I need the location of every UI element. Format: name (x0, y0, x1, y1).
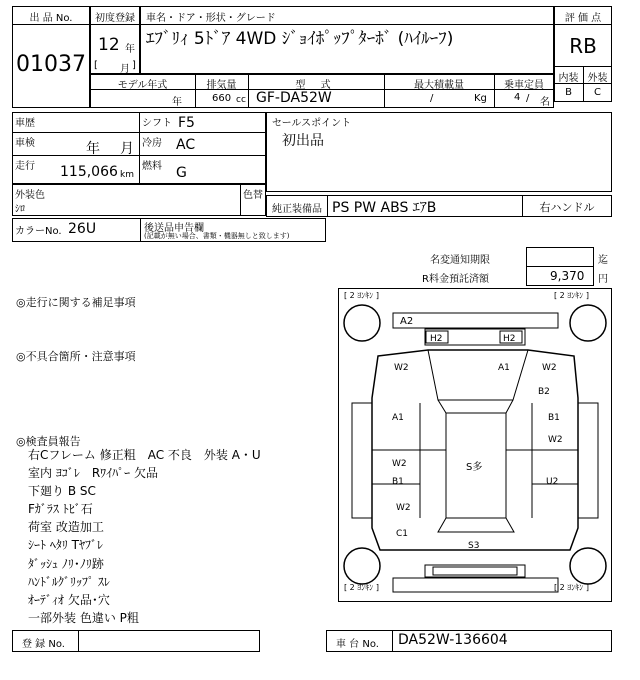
recycle-unit: 円 (598, 274, 608, 285)
model-label: 型 式 (295, 80, 337, 91)
tire-label-rear-left: [ 2 ﾖﾝｷﾝ ] (344, 583, 379, 592)
history-label: 車歴 (15, 118, 35, 129)
repaint-label: 色替 (243, 190, 263, 201)
defects-label: ◎不具合箇所・注意事項 (16, 350, 136, 363)
mark-quarter-left-1: W2 (396, 503, 411, 513)
fuel: G (176, 165, 187, 181)
docs-note: (記載が無い場合、書類・機器無しと致します) (144, 232, 290, 240)
mark-back-door: S3 (468, 541, 480, 551)
tire-front-left-icon (344, 305, 380, 341)
interior-grade: B (565, 87, 572, 98)
mark-rear-door-right: U2 (546, 477, 559, 487)
driving-notes-label: ◎走行に関する補足事項 (16, 296, 136, 309)
model-year-label: モデル年式 (117, 80, 168, 91)
inspection-month: 月 (120, 141, 134, 157)
mark-rear-door-left-2: B1 (392, 477, 404, 487)
capacity-sep: / (526, 93, 530, 104)
mark-front-bumper: A2 (400, 316, 414, 327)
inspector-line: ﾊﾝﾄﾞﾙｸﾞﾘｯﾌﾟ ｽﾚ (28, 574, 110, 589)
mark-front-door-right-1: B1 (548, 413, 560, 423)
tire-front-right-icon (570, 305, 606, 341)
ext-color: ｼﾛ (15, 204, 25, 215)
model-code: GF-DA52W (256, 90, 332, 106)
shift-label: シフト (142, 118, 172, 129)
ac: AC (176, 137, 196, 153)
lot-label: 出 品 No. (29, 13, 73, 24)
lot-number: 01037 (16, 52, 86, 77)
reg-no-label: 登 録 No. (22, 639, 65, 650)
inspector-line: ﾀﾞｯｼｭ ﾉﾘ･ﾉﾘ跡 (28, 556, 104, 571)
chassis-label: 車 台 No. (336, 639, 379, 650)
mileage-unit: km (120, 170, 134, 180)
tire-rear-left-icon (344, 548, 380, 584)
inspector-line: 荷室 改造加工 (28, 520, 104, 535)
equipment-label: 純正装備品 (272, 204, 322, 215)
mileage: 115,066 (60, 164, 118, 180)
inspector-line: 下廻り B SC (28, 484, 96, 499)
max-load-sep: / (430, 93, 434, 104)
first-reg-year: 12 (98, 35, 120, 55)
displacement-label: 排気量 (206, 80, 237, 91)
car-name: ｴﾌﾞﾘｨ 5ﾄﾞｱ 4WD ｼﾞｮｲﾎﾟｯﾌﾟﾀｰﾎﾞ (ﾊｲﾙｰﾌ) (146, 29, 454, 49)
mark-headlight-left: H2 (430, 334, 443, 344)
color-no-label: カラーNo. (15, 226, 62, 237)
exterior-grade: C (594, 87, 601, 98)
model-year-unit: 年 (172, 97, 182, 108)
inspection-label: 車検 (15, 138, 35, 149)
notice-unit: 迄 (598, 255, 608, 266)
tire-label-front-right: [ 2 ﾖﾝｷﾝ ] (554, 291, 589, 300)
ac-label: 冷房 (142, 138, 162, 149)
inspector-report (28, 446, 261, 627)
month-bracket-close: ] (132, 60, 136, 71)
tire-label-front-left: [ 2 ﾖﾝｷﾝ ] (344, 291, 379, 300)
car-name-label: 車名・ドア・形状・グレード (146, 13, 276, 24)
sales-point: 初出品 (282, 133, 324, 149)
sales-point-label: セールスポイント (272, 118, 352, 129)
mark-hood: A1 (498, 363, 510, 373)
inspector-line: Fｶﾞﾗｽ ﾄﾋﾞ石 (28, 502, 93, 517)
max-load-label: 最大積載量 (414, 80, 464, 91)
shift: F5 (178, 115, 195, 131)
mark-front-door-right-2: W2 (548, 435, 563, 445)
recycle-label: R料金預託済額 (422, 274, 489, 285)
score-value: RB (569, 34, 597, 58)
fuel-label: 燃料 (142, 161, 162, 172)
color-no: 26U (68, 221, 97, 237)
month-bracket-open: [ (94, 60, 98, 71)
notice-label: 名変通知期限 (430, 255, 490, 266)
max-load-unit: Kg (474, 93, 487, 104)
docs-label: 後送品申告欄 (144, 223, 204, 234)
equipment: PS PW ABS ｴｱB (332, 200, 437, 216)
steering: 右ハンドル (539, 201, 595, 214)
capacity: 4 (514, 92, 521, 103)
month-char: 月 (120, 64, 130, 75)
rear-bumper-shape (393, 578, 558, 592)
displacement: 660 (212, 93, 232, 104)
inspector-line: 右Cフレーム 修正粗 AC 不良 外装 A・U (28, 448, 261, 462)
chassis-number: DA52W-136604 (398, 632, 508, 648)
mark-front-door-left: A1 (392, 413, 404, 423)
mark-fender-right-2: B2 (538, 387, 550, 397)
ext-color-box (12, 184, 266, 216)
mark-fender-left: W2 (394, 363, 409, 373)
tire-rear-right-icon (570, 548, 606, 584)
interior-label: 内装 (558, 73, 579, 84)
mark-roof: S多 (466, 462, 483, 473)
mark-rear-door-left-1: W2 (392, 459, 407, 469)
front-bumper-shape (393, 313, 558, 328)
recycle-amount: 9,370 (550, 269, 585, 283)
first-reg-label: 初度登録 (95, 13, 135, 24)
mark-quarter-left-2: C1 (396, 529, 409, 539)
mileage-label: 走行 (15, 161, 35, 172)
inspector-line: ｵｰﾃﾞｨｵ 欠品･穴 (28, 592, 110, 607)
ext-color-label: 外装色 (15, 190, 45, 201)
mark-fender-right: W2 (542, 363, 557, 373)
year-char: 年 (125, 44, 135, 55)
capacity-label: 乗車定員 (504, 80, 544, 91)
mark-headlight-right: H2 (503, 334, 516, 344)
vehicle-diagram (338, 288, 612, 602)
tire-label-rear-right: [ 2 ﾖﾝｷﾝ ] (554, 583, 589, 592)
inspection-year: 年 (86, 141, 100, 157)
score-label: 評 価 点 (564, 13, 602, 24)
inspector-line: ｼｰﾄ ﾍﾀﾘ Tﾔﾌﾞﾚ (28, 538, 103, 553)
inspector-line: 一部外装 色違い P粗 (28, 610, 139, 625)
exterior-label: 外装 (587, 73, 608, 84)
inspector-line: 室内 ﾖｺﾞﾚ Rﾜｲﾊﾟｰ 欠品 (28, 466, 158, 481)
capacity-unit: 名 (540, 97, 550, 108)
displacement-unit: cc (236, 95, 246, 105)
inspector-label: ◎検査員報告 (16, 435, 81, 448)
notice-box (526, 247, 594, 267)
